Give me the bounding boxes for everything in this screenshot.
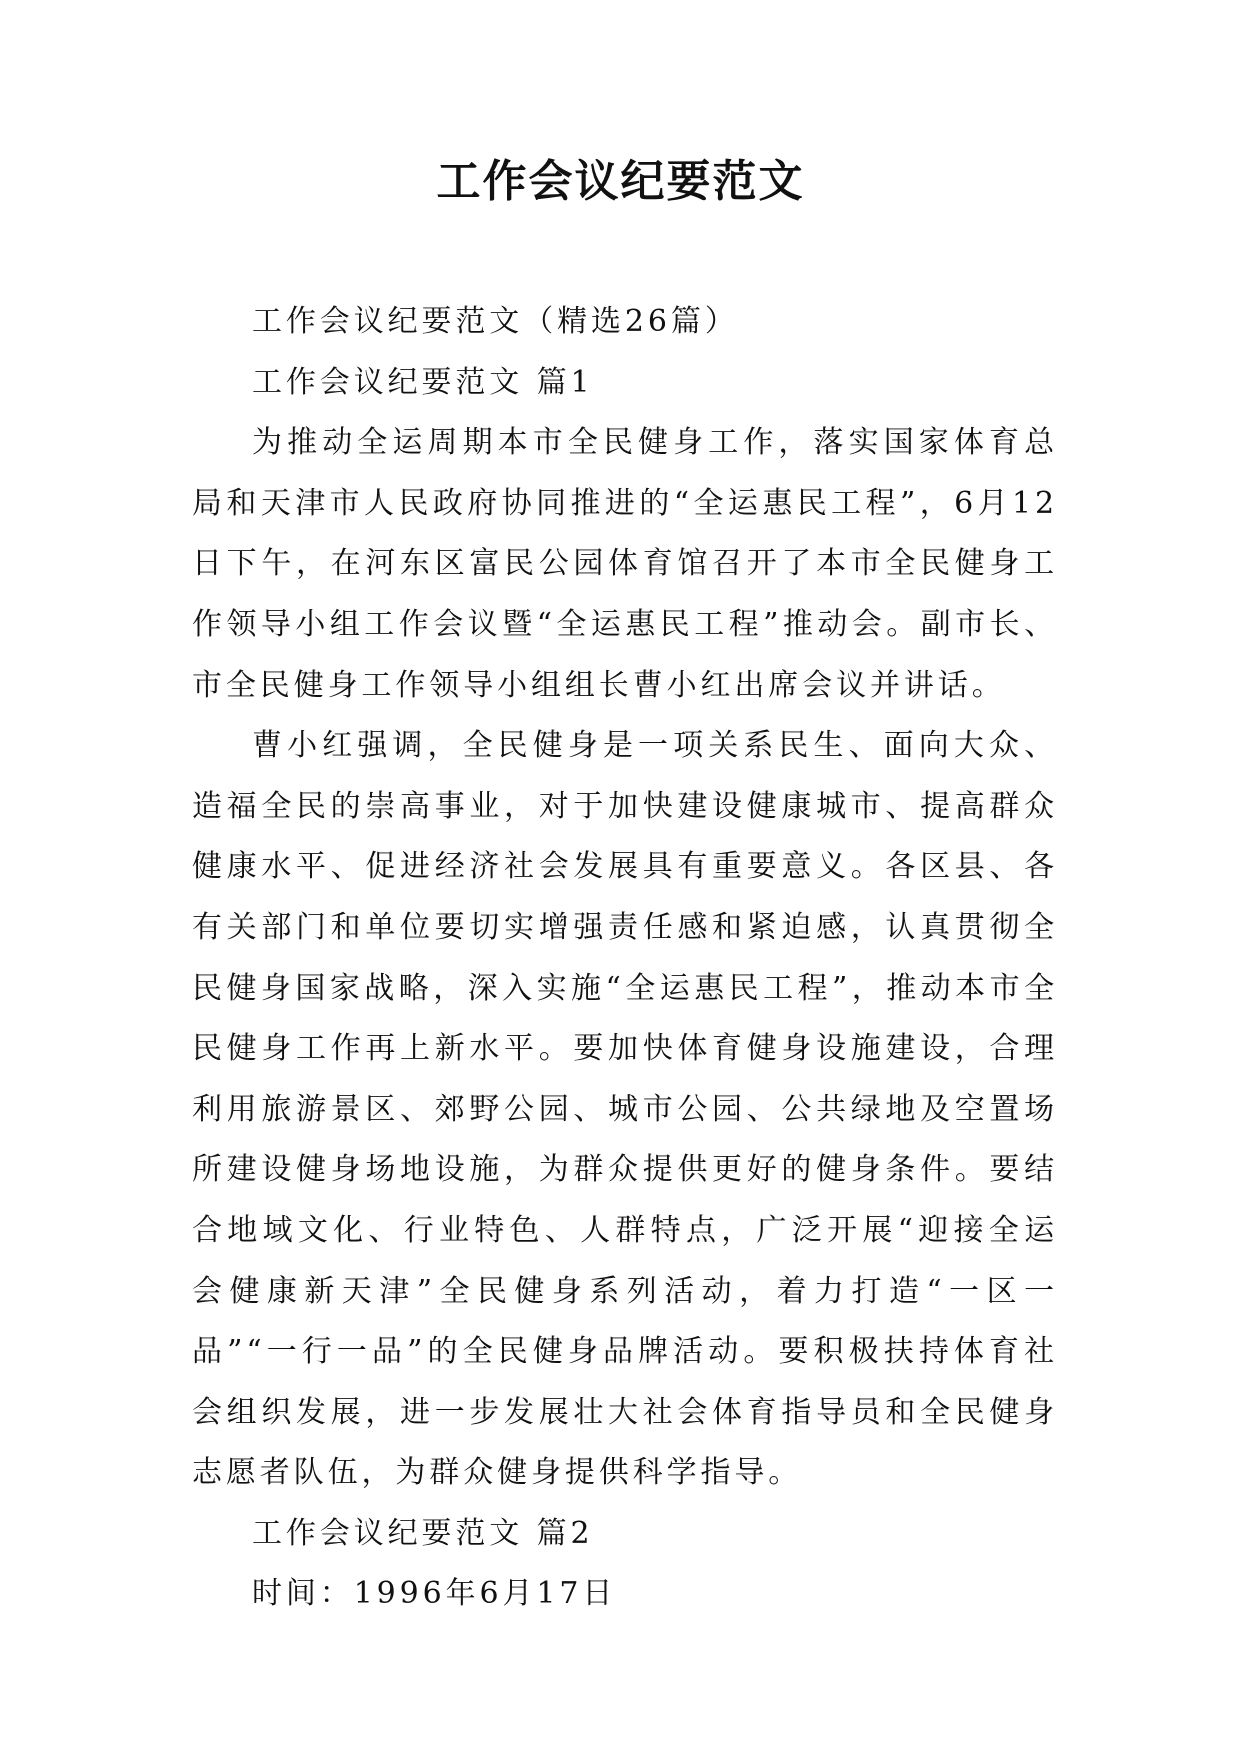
document-body	[192, 292, 1058, 1625]
section-heading-2: 工作会议纪要范文 篇2	[252, 1515, 594, 1551]
body-paragraph-2: 曹小红强调，全民健身是一项关系民生、面向大众、造福全民的崇高事业，对于加快建设健康城市、提高群众健康水平、促进经济社会发展具有重要意义。各区县、各有关部门和单位要切实增强责任感和紧迫感，认真贯彻全民健身国家战略，深入实施“全运惠民工程”，推动本市全民健身工作再上新水平。要加快体育健身设施建设，合理利用旅游景区、郊野公园、城市公园、公共绿地及空置场所建设健身场地设施，为群众提供更好的健身条件。要结合地域文化、行业特色、人群特点，广泛开展“迎接全运会健康新天津”全民健身系列活动，着力打造“一区一品”“一行一品”的全民健身品牌活动。要积极扶持体育社会组织发展，进一步发展壮大社会体育指导员和全民健身志愿者队伍，为群众健身提供科学指导。	[192, 728, 1058, 1491]
body-paragraph-1: 为推动全运周期本市全民健身工作，落实国家体育总局和天津市人民政府协同推进的“全运惠民工程”，6月12日下午，在河东区富民公园体育馆召开了本市全民健身工作领导小组工作会议暨“全运惠民工程”推动会。副市长、市全民健身工作领导小组组长曹小红出席会议并讲话。	[192, 425, 1058, 703]
section-heading-1: 工作会议纪要范文 篇1	[252, 364, 594, 400]
collection-heading: 工作会议纪要范文（精选26篇）	[252, 304, 739, 339]
document-title: 工作会议纪要范文	[436, 156, 805, 207]
meeting-time-line: 时间：1996年6月17日	[252, 1576, 617, 1612]
